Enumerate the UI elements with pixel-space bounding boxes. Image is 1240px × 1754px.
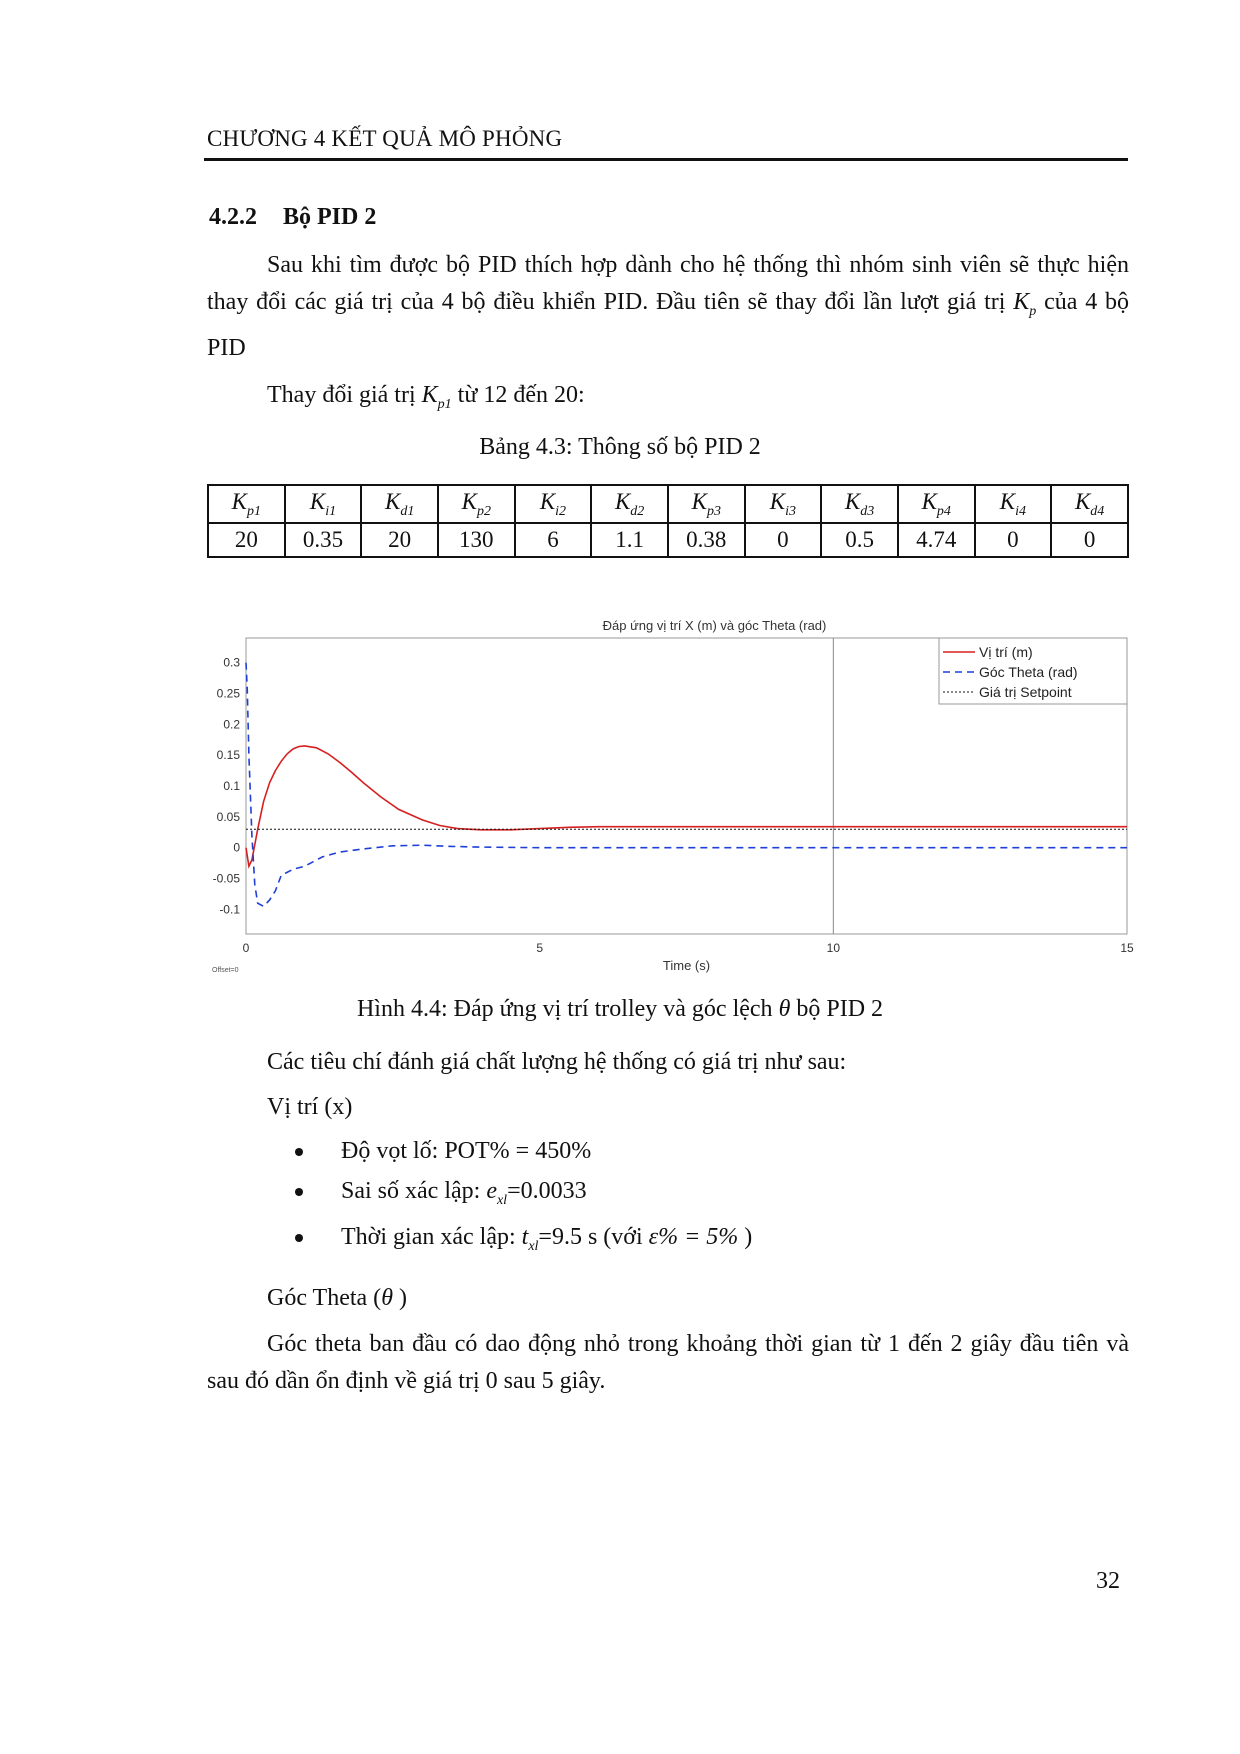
criteria-intro: Các tiêu chí đánh giá chất lượng hệ thống có giá trị như sau: [267, 1049, 847, 1075]
table-header-cell [438, 485, 515, 523]
bullet-icon [295, 1148, 303, 1156]
figure-caption-prefix: Hình 4.4: Đáp ứng vị trí trolley và góc lệch [356, 996, 773, 1022]
y-tick-label: -0.05 [212, 871, 240, 886]
section-number: 4.2.2 [209, 204, 257, 230]
table-header-cell [745, 485, 822, 523]
y-tick-label: 0.15 [216, 748, 240, 763]
y-tick-label: 0.05 [216, 809, 240, 824]
legend-label: Giá trị Setpoint [979, 684, 1072, 700]
list-item [295, 1224, 752, 1255]
param-symbol: K [614, 488, 631, 514]
table-header-cell [1051, 485, 1128, 523]
bullet-icon [295, 1234, 303, 1242]
table-value-cell: 4.74 [898, 523, 975, 557]
table-value-cell: 20 [208, 523, 285, 557]
theta-paragraph: Góc theta ban đầu có dao động nhỏ trong khoảng thời gian từ 1 đến 2 giây đầu tiên và sau đó dần ổn định về giá trị 0 sau 5 giây. [207, 1331, 1129, 1394]
theta-heading-symbol: θ [381, 1285, 393, 1311]
intro-symbol-sub: p [1029, 304, 1037, 319]
param-subscript: p2 [476, 503, 491, 519]
param-symbol: K [999, 488, 1016, 514]
figure-caption-symbol: θ [778, 996, 791, 1022]
table-value-cell: 0 [975, 523, 1052, 557]
param-symbol: K [231, 488, 247, 514]
settling-value: =9.5 s (với [538, 1224, 643, 1250]
param-symbol: K [384, 488, 401, 514]
x-tick-label: 5 [536, 941, 544, 955]
steady-error-value: =0.0033 [507, 1178, 587, 1204]
change-line [207, 377, 1129, 423]
settling-symbol: t [521, 1224, 529, 1250]
param-symbol: K [309, 488, 326, 514]
table-value-cell: 0.38 [668, 523, 745, 557]
table-value-cell: 0.5 [821, 523, 898, 557]
steady-error-sub: xl [496, 1193, 508, 1208]
param-subscript: i3 [785, 503, 797, 519]
theta-heading-prefix: Góc Theta ( [267, 1285, 382, 1311]
settling-eps: ε% = 5% [648, 1224, 739, 1250]
steady-error-symbol: e [486, 1178, 497, 1204]
chapter-header: CHƯƠNG 4 KẾT QUẢ MÔ PHỎNG [207, 126, 563, 151]
figure-caption-suffix: bộ PID 2 [796, 996, 884, 1022]
list-item [295, 1138, 591, 1165]
y-tick-label: -0.1 [219, 902, 240, 917]
intro-tail: của 4 bộ PID [207, 289, 1130, 361]
overshoot-text: Độ vọt lố: POT% = 450% [341, 1138, 592, 1164]
response-chart-svg [200, 612, 1150, 992]
y-tick-label: 0.2 [223, 717, 240, 732]
param-subscript: p4 [936, 503, 951, 519]
y-tick-label: 0.25 [216, 686, 240, 701]
param-subscript: i2 [555, 503, 567, 519]
header-rule [204, 158, 1128, 161]
param-subscript: i1 [325, 503, 337, 519]
section-heading [209, 204, 376, 231]
param-symbol: K [691, 488, 707, 514]
table-header-cell [821, 485, 898, 523]
table-header-cell [591, 485, 668, 523]
bullet-icon [295, 1188, 303, 1196]
table-value-cell: 0 [745, 523, 822, 557]
chart-title: Đáp ứng vị trí X (m) và góc Theta (rad) [602, 618, 827, 633]
x-tick-label: 15 [1120, 941, 1134, 955]
param-subscript: p3 [706, 503, 721, 519]
corner-note: Offset=0 [212, 967, 239, 974]
table-header-cell [668, 485, 745, 523]
y-tick-label: 0 [233, 840, 240, 855]
figure-caption [0, 996, 1240, 1023]
page-number: 32 [1096, 1568, 1120, 1594]
table-value-cell: 0 [1051, 523, 1128, 557]
param-subscript: i4 [1015, 503, 1026, 519]
param-symbol: K [921, 488, 937, 514]
table-value-cell: 130 [438, 523, 515, 557]
x-tick-label: 0 [242, 941, 250, 955]
table-header-cell [208, 485, 285, 523]
section-title: Bộ PID 2 [283, 204, 377, 230]
param-subscript: p1 [247, 503, 261, 519]
param-subscript: d4 [1090, 503, 1105, 519]
y-tick-label: 0.3 [223, 655, 240, 670]
x-axis-label: Time (s) [662, 958, 711, 973]
param-symbol: K [461, 488, 477, 514]
theta-heading [267, 1280, 1127, 1317]
settling-prefix: Thời gian xác lập: [341, 1224, 516, 1250]
change-prefix: Thay đổi giá trị [267, 382, 416, 408]
table-header-cell [898, 485, 975, 523]
y-tick-label: 0.1 [223, 779, 240, 793]
list-item [295, 1178, 587, 1209]
param-symbol: K [844, 488, 861, 514]
param-symbol: K [539, 488, 556, 514]
settling-sub: xl [528, 1239, 539, 1254]
table-value-cell: 1.1 [591, 523, 668, 557]
param-symbol: K [769, 488, 786, 514]
table-caption: Bảng 4.3: Thông số bộ PID 2 [479, 434, 761, 460]
intro-text: Sau khi tìm được bộ PID thích hợp dành cho hệ thống thì nhóm sinh viên sẽ thực hiện thay đổi các giá trị của 4 bộ điều khiển PID. Đầu tiên sẽ thay đổi lần lượt giá trị [207, 252, 1129, 315]
table-value-row [208, 523, 1128, 557]
steady-error-prefix: Sai số xác lập: [341, 1178, 481, 1204]
table-value-cell: 0.35 [285, 523, 362, 557]
param-subscript: d2 [630, 503, 645, 519]
table-header-cell [285, 485, 362, 523]
x-tick-label: 10 [826, 941, 841, 955]
legend-label: Vị trí (m) [979, 644, 1033, 660]
table-header-cell [515, 485, 592, 523]
param-subscript: d3 [860, 503, 875, 519]
change-symbol: K [421, 382, 438, 408]
pid-parameter-table [207, 484, 1129, 558]
legend-label: Góc Theta (rad) [979, 664, 1078, 680]
position-heading: Vị trí (x) [267, 1094, 353, 1120]
intro-symbol: K [1013, 289, 1030, 315]
intro-paragraph [207, 247, 1129, 367]
change-suffix: từ 12 đến 20: [457, 382, 585, 408]
response-chart [200, 612, 1150, 992]
change-symbol-sub: p1 [437, 397, 452, 412]
table-value-cell: 20 [361, 523, 438, 557]
param-symbol: K [1074, 488, 1091, 514]
table-header-cell [975, 485, 1052, 523]
table-header-cell [361, 485, 438, 523]
settling-close: ) [744, 1224, 753, 1250]
theta-heading-close: ) [398, 1285, 407, 1311]
param-subscript: d1 [400, 503, 415, 519]
table-value-cell: 6 [515, 523, 592, 557]
table-header-row [208, 485, 1128, 523]
